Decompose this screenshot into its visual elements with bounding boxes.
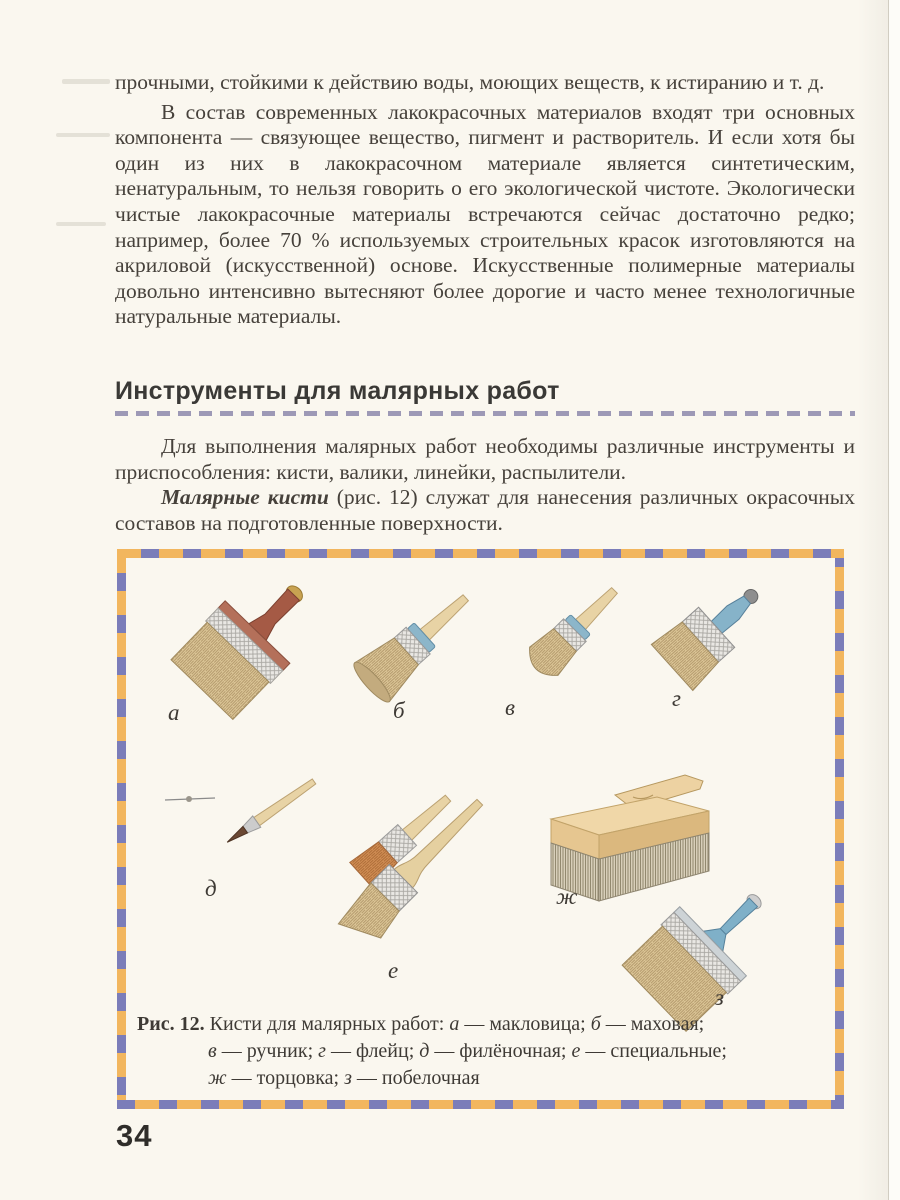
figure-label-zh: ж [556, 884, 578, 909]
figure-caption-line2: в — ручник; г — флейц; д — филёночная; е — специальные; [208, 1040, 727, 1062]
section-heading: Инструменты для малярных работ [115, 377, 560, 405]
figure-caption-line1: Рис. 12. Кисти для малярных работ: а — макловица; б — маховая; [137, 1013, 705, 1035]
paragraph-brushes-lead: Малярные кисти [161, 485, 329, 510]
heading-dashed-rule [115, 411, 855, 416]
brush-e2-special-illustration [282, 770, 522, 990]
paragraph-brushes [115, 485, 855, 536]
figure-border-bottom [117, 1100, 844, 1109]
figure-label-g: г [672, 686, 681, 711]
figure-number-label: Рис. 12. [137, 1013, 205, 1035]
page-edge-strip [889, 0, 900, 1200]
figure-caption [137, 1011, 817, 1092]
figure-label-d: д [205, 876, 217, 901]
page-edge-shadow [858, 0, 888, 1200]
section-heading-block [115, 377, 855, 416]
figure-label-a: а [168, 700, 180, 725]
intro-text-block [115, 70, 855, 330]
paragraph-brushes-rest: (рис. 12) служат для нанесения различных окрасочных составов на подготовленные поверхности. [115, 485, 855, 535]
scan-smudge [56, 133, 110, 137]
paragraph-tools: Для выполнения малярных работ необходимы различные инструменты и приспособления: кисти, валики, линейки, распылители. [115, 434, 855, 484]
figure-border-right [835, 549, 844, 1109]
brush-z-pobelochnaya-illustration [603, 873, 803, 1028]
tools-text-block [115, 434, 855, 536]
figure-label-e: е [388, 958, 399, 983]
figure-label-b: б [393, 698, 405, 723]
page-number: 34 [116, 1118, 153, 1153]
figure-border-left [117, 549, 126, 1109]
brush-g-fleits-illustration [612, 571, 802, 701]
paragraph-composition: В состав современных лакокрасочных материалов входят три основных компонента — связующее вещество, пигмент и растворитель. И если хотя бы один из них в лакокрасочном материале является синтетическим, ненатуральным, то нельзя говорить о его экологической чистоте. Экологически чистые лакокрасочные материалы встречаются сейчас достаточно редко; например, более 70 % используемых строительных красок изготовляются на акриловой (искусственной) основе. Искусственные полимерные материалы довольно интенсивно вытесняют более дорогие и часто менее технологичные натуральные материалы. [115, 99, 855, 329]
paragraph-continuation: прочными, стойкими к действию воды, моющих веществ, к истиранию и т. д. [115, 70, 825, 94]
figure-border-top [117, 549, 844, 558]
figure-label-z: з [715, 985, 724, 1010]
figure-caption-line3: ж — торцовка; з — побелочная [208, 1067, 480, 1089]
figure-label-v: в [505, 695, 515, 720]
scan-smudge [62, 79, 110, 84]
figure-12-box [117, 549, 844, 1109]
scan-smudge [56, 222, 106, 226]
